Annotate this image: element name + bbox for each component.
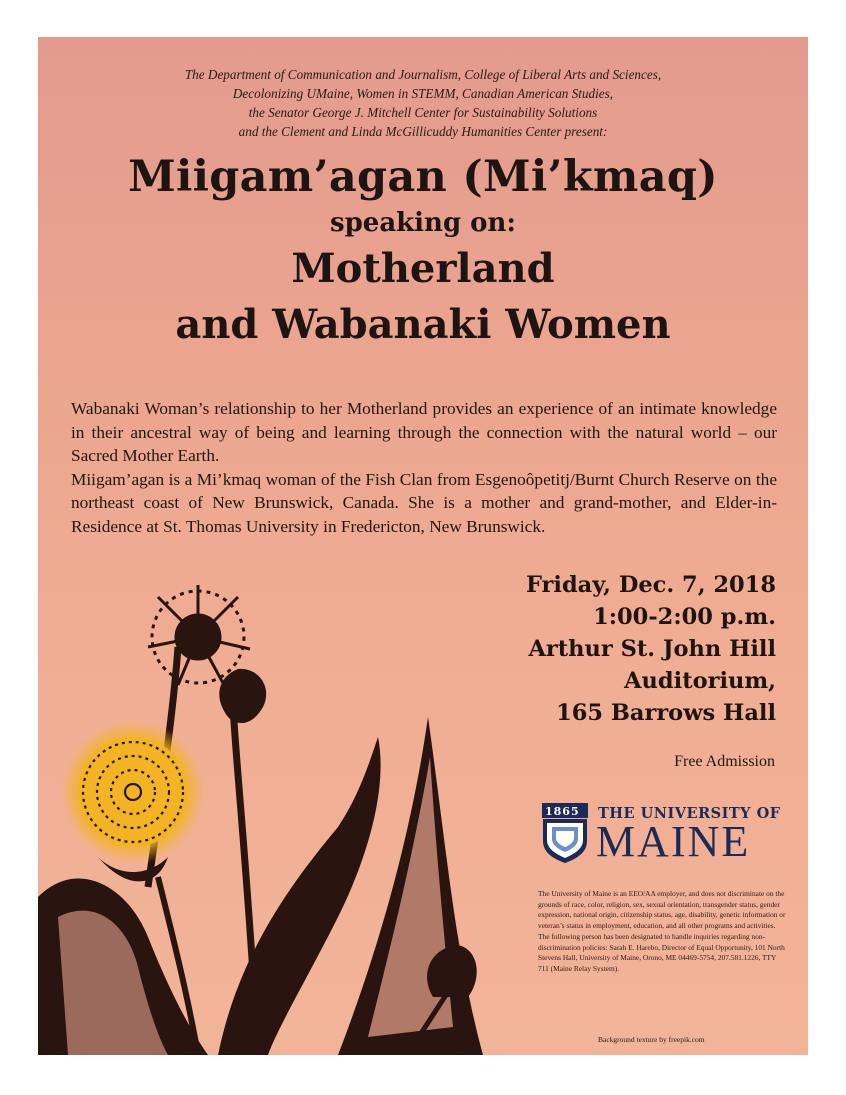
- admission-note: Free Admission: [674, 753, 775, 770]
- logo-name: MAINE: [596, 817, 751, 866]
- university-logo: [542, 803, 782, 871]
- event-venue-line2: Auditorium,: [624, 668, 776, 694]
- description-paragraph: Wabanaki Woman’s relationship to her Motherland provides an experience of an intimate knowledge in their ancestral way of being and learning through the connection with the natural world – our Sacred Mother Earth.: [71, 399, 777, 465]
- event-venue-line1: Arthur St. John Hill: [528, 636, 776, 662]
- dandelion-illustration: [38, 557, 518, 1055]
- eeo-statement: The University of Maine is an EEO/AA employer, and does not discriminate on the grounds of race, color, religion, sex, sexual orientation, transgender status, gender expression, national origin, citizenship status, age, disability, genetic information or veteran’s status in employment, education, and all other programs and activities. The following person has been designated to handle inquiries regarding non-discrimination policies: Sarah E. Harebo, Director of Equal Opportunity, 101 North Stevens Hall, University of Maine, Orono, ME 04469-5754, 207.581.1226, TTY 711 (Maine Relay System).: [538, 889, 786, 973]
- speaking-on-label: speaking on:: [329, 208, 517, 238]
- seed-head: [148, 585, 250, 685]
- event-date: Friday, Dec. 7, 2018: [525, 572, 776, 598]
- event-details: [526, 569, 776, 729]
- event-poster: [38, 37, 808, 1055]
- speaker-title: Miigam’agan (Mi’kmaq): [128, 152, 718, 202]
- background-credit: Background texture by freepik.com: [598, 1035, 705, 1044]
- sponsor-line: The Department of Communication and Journalism, College of Liberal Arts and Sciences,: [184, 67, 662, 82]
- sponsor-line: the Senator George J. Mitchell Center for Sustainability Solutions: [248, 105, 598, 120]
- event-description: [71, 397, 777, 538]
- sponsor-line: Decolonizing UMaine, Women in STEMM, Canadian American Studies,: [232, 86, 614, 101]
- title-block: [38, 149, 808, 353]
- topic-title-line1: Motherland: [291, 245, 555, 292]
- topic-title-line2: and Wabanaki Women: [175, 301, 671, 348]
- sponsor-list: [38, 65, 808, 141]
- logo-university-line: THE UNIVERSITY OF: [598, 805, 781, 822]
- event-venue-line3: 165 Barrows Hall: [556, 700, 776, 726]
- logo-year: 1865: [545, 805, 580, 818]
- sponsor-line: and the Clement and Linda McGillicuddy Humanities Center present:: [238, 124, 608, 139]
- speaker-bio-paragraph: Miigam’agan is a Mi’kmaq woman of the Fish Clan from Esgenoôpetitj/Burnt Church Reserve on the northeast coast of New Brunswick, Canada. She is a mother and grand-mother, and Elder-in-Residence at St. Thomas University in Fredericton, New Brunswick.: [71, 469, 777, 536]
- event-time: 1:00-2:00 p.m.: [593, 604, 776, 630]
